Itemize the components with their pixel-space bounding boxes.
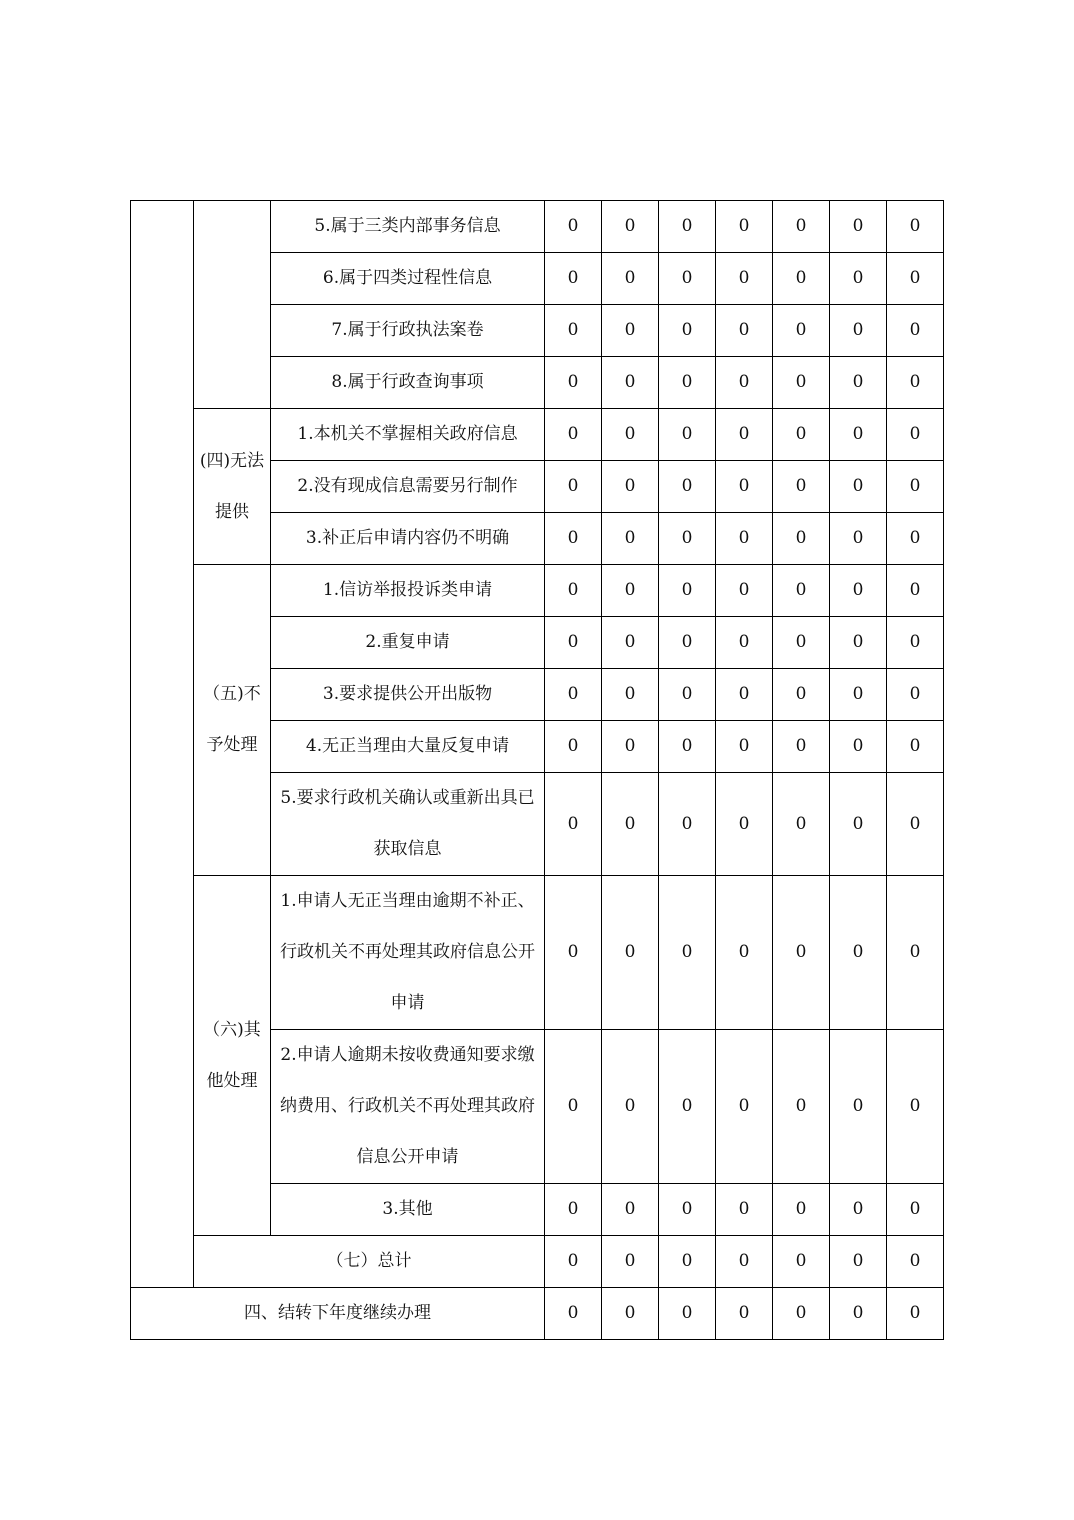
value-cell: 0 [659, 1236, 716, 1288]
value-cell: 0 [830, 1288, 887, 1340]
value-cell: 0 [602, 1236, 659, 1288]
value-cell: 0 [545, 253, 602, 305]
value-cell: 0 [545, 773, 602, 876]
value-cell: 0 [545, 513, 602, 565]
value-cell: 0 [716, 617, 773, 669]
value-cell: 0 [659, 513, 716, 565]
item-label: 3.要求提供公开出版物 [271, 669, 545, 721]
value-cell: 0 [830, 773, 887, 876]
value-cell: 0 [773, 305, 830, 357]
value-cell: 0 [659, 669, 716, 721]
value-cell: 0 [830, 357, 887, 409]
value-cell: 0 [545, 409, 602, 461]
value-cell: 0 [716, 1184, 773, 1236]
value-cell: 0 [773, 201, 830, 253]
value-cell: 0 [716, 1288, 773, 1340]
value-cell: 0 [830, 461, 887, 513]
value-cell: 0 [545, 201, 602, 253]
value-cell: 0 [602, 253, 659, 305]
value-cell: 0 [887, 305, 944, 357]
value-cell: 0 [602, 1184, 659, 1236]
value-cell: 0 [659, 253, 716, 305]
item-label: 2.没有现成信息需要另行制作 [271, 461, 545, 513]
value-cell: 0 [830, 201, 887, 253]
value-cell: 0 [773, 1288, 830, 1340]
value-cell: 0 [773, 357, 830, 409]
value-cell: 0 [659, 773, 716, 876]
value-cell: 0 [602, 357, 659, 409]
value-cell: 0 [545, 876, 602, 1030]
value-cell: 0 [602, 669, 659, 721]
item-label: 4.无正当理由大量反复申请 [271, 721, 545, 773]
value-cell: 0 [545, 1236, 602, 1288]
value-cell: 0 [659, 565, 716, 617]
value-cell: 0 [659, 409, 716, 461]
item-label: 3.补正后申请内容仍不明确 [271, 513, 545, 565]
value-cell: 0 [887, 876, 944, 1030]
value-cell: 0 [887, 669, 944, 721]
report-table-container [130, 200, 944, 1340]
value-cell: 0 [545, 1184, 602, 1236]
value-cell: 0 [887, 773, 944, 876]
value-cell: 0 [716, 773, 773, 876]
government-information-disclosure-table [130, 200, 944, 1340]
value-cell: 0 [602, 876, 659, 1030]
value-cell: 0 [773, 513, 830, 565]
table-row [131, 201, 944, 253]
value-cell: 0 [602, 617, 659, 669]
value-cell: 0 [887, 1184, 944, 1236]
value-cell: 0 [602, 305, 659, 357]
value-cell: 0 [716, 669, 773, 721]
value-cell: 0 [830, 409, 887, 461]
value-cell: 0 [773, 1184, 830, 1236]
value-cell: 0 [830, 1030, 887, 1184]
value-cell: 0 [887, 253, 944, 305]
group-label-not-processed: （五)不予处理 [194, 565, 271, 876]
value-cell: 0 [773, 721, 830, 773]
value-cell: 0 [659, 1030, 716, 1184]
value-cell: 0 [887, 357, 944, 409]
value-cell: 0 [659, 1288, 716, 1340]
value-cell: 0 [887, 201, 944, 253]
total-label: （七）总计 [194, 1236, 545, 1288]
value-cell: 0 [602, 201, 659, 253]
value-cell: 0 [773, 876, 830, 1030]
value-cell: 0 [716, 721, 773, 773]
value-cell: 0 [545, 357, 602, 409]
value-cell: 0 [602, 773, 659, 876]
value-cell: 0 [830, 1236, 887, 1288]
value-cell: 0 [659, 1184, 716, 1236]
value-cell: 0 [773, 773, 830, 876]
value-cell: 0 [545, 461, 602, 513]
item-label: 1.信访举报投诉类申请 [271, 565, 545, 617]
value-cell: 0 [887, 565, 944, 617]
value-cell: 0 [773, 565, 830, 617]
item-label: 1.申请人无正当理由逾期不补正、行政机关不再处理其政府信息公开申请 [271, 876, 545, 1030]
value-cell: 0 [830, 721, 887, 773]
value-cell: 0 [602, 461, 659, 513]
table-row-total [131, 1236, 944, 1288]
value-cell: 0 [659, 721, 716, 773]
value-cell: 0 [602, 1288, 659, 1340]
value-cell: 0 [659, 305, 716, 357]
value-cell: 0 [773, 617, 830, 669]
table-row [131, 409, 944, 461]
value-cell: 0 [545, 1030, 602, 1184]
value-cell: 0 [773, 669, 830, 721]
value-cell: 0 [716, 461, 773, 513]
value-cell: 0 [602, 513, 659, 565]
outer-category-cell [131, 201, 194, 1288]
value-cell: 0 [773, 409, 830, 461]
value-cell: 0 [659, 617, 716, 669]
item-label: 7.属于行政执法案卷 [271, 305, 545, 357]
value-cell: 0 [830, 565, 887, 617]
table-row [131, 876, 944, 1030]
table-row-carry-over [131, 1288, 944, 1340]
value-cell: 0 [602, 721, 659, 773]
table-row [131, 565, 944, 617]
carry-over-label: 四、结转下年度继续办理 [131, 1288, 545, 1340]
item-label: 2.申请人逾期未按收费通知要求缴纳费用、行政机关不再处理其政府信息公开申请 [271, 1030, 545, 1184]
value-cell: 0 [887, 1288, 944, 1340]
value-cell: 0 [602, 409, 659, 461]
group-label-other-processing: （六)其他处理 [194, 876, 271, 1236]
value-cell: 0 [773, 1236, 830, 1288]
value-cell: 0 [830, 305, 887, 357]
value-cell: 0 [659, 876, 716, 1030]
value-cell: 0 [659, 357, 716, 409]
value-cell: 0 [887, 617, 944, 669]
value-cell: 0 [545, 1288, 602, 1340]
value-cell: 0 [716, 409, 773, 461]
value-cell: 0 [887, 461, 944, 513]
value-cell: 0 [545, 721, 602, 773]
item-label: 5.属于三类内部事务信息 [271, 201, 545, 253]
value-cell: 0 [602, 565, 659, 617]
value-cell: 0 [659, 461, 716, 513]
value-cell: 0 [545, 305, 602, 357]
value-cell: 0 [716, 513, 773, 565]
item-label: 1.本机关不掌握相关政府信息 [271, 409, 545, 461]
item-label: 8.属于行政查询事项 [271, 357, 545, 409]
value-cell: 0 [773, 253, 830, 305]
value-cell: 0 [716, 305, 773, 357]
value-cell: 0 [887, 1030, 944, 1184]
item-label: 6.属于四类过程性信息 [271, 253, 545, 305]
value-cell: 0 [716, 876, 773, 1030]
value-cell: 0 [887, 721, 944, 773]
value-cell: 0 [716, 565, 773, 617]
value-cell: 0 [887, 409, 944, 461]
value-cell: 0 [887, 1236, 944, 1288]
value-cell: 0 [887, 513, 944, 565]
value-cell: 0 [830, 1184, 887, 1236]
value-cell: 0 [659, 201, 716, 253]
value-cell: 0 [830, 669, 887, 721]
value-cell: 0 [716, 201, 773, 253]
item-label: 3.其他 [271, 1184, 545, 1236]
value-cell: 0 [830, 876, 887, 1030]
value-cell: 0 [545, 669, 602, 721]
value-cell: 0 [602, 1030, 659, 1184]
value-cell: 0 [716, 1236, 773, 1288]
value-cell: 0 [716, 1030, 773, 1184]
value-cell: 0 [716, 357, 773, 409]
value-cell: 0 [773, 461, 830, 513]
item-label: 5.要求行政机关确认或重新出具已获取信息 [271, 773, 545, 876]
item-label: 2.重复申请 [271, 617, 545, 669]
value-cell: 0 [716, 253, 773, 305]
value-cell: 0 [545, 565, 602, 617]
value-cell: 0 [545, 617, 602, 669]
value-cell: 0 [830, 513, 887, 565]
value-cell: 0 [830, 617, 887, 669]
value-cell: 0 [773, 1030, 830, 1184]
value-cell: 0 [830, 253, 887, 305]
group-cell-continued [194, 201, 271, 409]
group-label-cannot-provide: (四)无法提供 [194, 409, 271, 565]
